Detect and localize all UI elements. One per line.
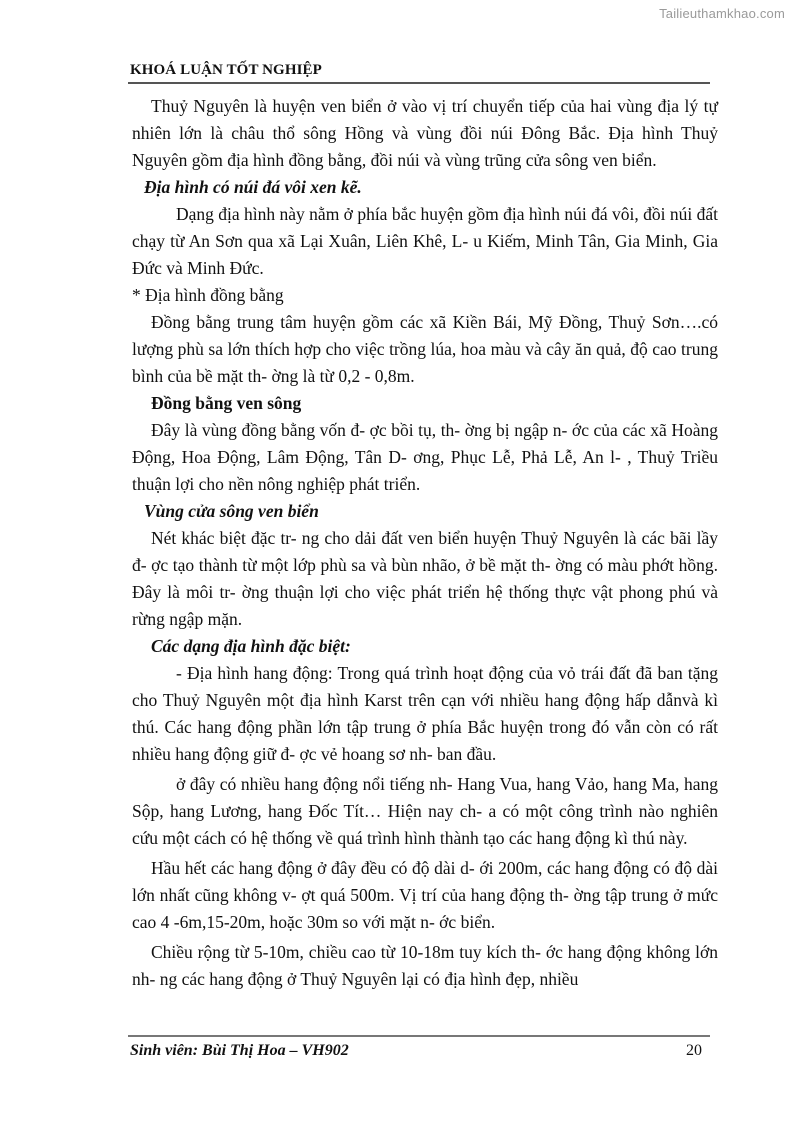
paragraph-riverside: Đây là vùng đồng bằng vốn đ- ợc bồi tụ, th- ờng bị ngập n- ớc của các xã Hoàng Động, Hoa Động, Lâm Động, Tân D- ơng, Phục Lễ, Phả Lễ, An l- , Thuỷ Triều thuận lợi cho nền nông nghiệp phát triển. [132, 420, 718, 494]
paragraph-limestone: Dạng địa hình này nằm ở phía bắc huyện gồm địa hình núi đá vôi, đồi núi đất chạy từ An Sơn qua xã Lại Xuân, Liên Khê, L- u Kiếm, Minh Tân, Gia Minh, Gia Đức và Minh Đức. [132, 204, 718, 278]
paragraph-estuary: Nét khác biệt đặc tr- ng cho dải đất ven biển huyện Thuỷ Nguyên là các bãi lầy đ- ợc tạo thành từ một lớp phù sa và bùn nhão, ở bề mặt th- ờng có màu phớt hồng. Đây là môi tr- ờng thuận lợi cho việc phát triển hệ thống thực vật phong phú và rừng ngập mặn. [132, 528, 718, 629]
heading-limestone-terrain: Địa hình có núi đá vôi xen kẽ. [144, 177, 362, 197]
heading-estuary: Vùng cửa sông ven biển [144, 501, 319, 521]
paragraph-caves: - Địa hình hang động: Trong quá trình hoạt động của vỏ trái đất đã ban tặng cho Thuỷ Nguyên một địa hình Karst trên cạn với nhiều hang động hấp dẫnvà kì thú. Các hang động phần lớn tập trung ở phía Bắc huyện trong đó vẫn còn có rất nhiều hang động giữ đ- ợc vẻ hoang sơ nh- ban đầu. [132, 663, 718, 764]
footer-divider [128, 1035, 710, 1037]
paragraph-cave-size: Chiều rộng từ 5-10m, chiều cao từ 10-18m tuy kích th- ớc hang động không lớn nh- ng các hang động ở Thuỷ Nguyên lại có địa hình đẹp, nhiều [132, 942, 718, 989]
paragraph-intro: Thuỷ Nguyên là huyện ven biển ở vào vị trí chuyển tiếp của hai vùng địa lý tự nhiên lớn là châu thổ sông Hồng và vùng đồi núi Đông Bắc. Địa hình Thuỷ Nguyên gồm địa hình đồng bằng, đồi núi và vùng trũng cửa sông ven biển. [132, 96, 718, 170]
heading-riverside-plains: Đồng bằng ven sông [151, 393, 302, 413]
page-number: 20 [686, 1042, 702, 1059]
footer-student: Sinh viên: Bùi Thị Hoa – VH902 [130, 1042, 349, 1059]
watermark: Tailieuthamkhao.com [659, 6, 785, 21]
paragraph-cave-length: Hầu hết các hang động ở đây đều có độ dài d- ới 200m, các hang động có độ dài lớn nhất cũng không v- ợt quá 500m. Vị trí của hang động th- ờng tập trung ở mức cao 4 -6m,15-20m, hoặc 30m so với mặt n- ớc biển. [132, 858, 718, 932]
page-header-title: KHOÁ LUẬN TỐT NGHIỆP [130, 62, 322, 78]
heading-plains: * Địa hình đồng bằng [132, 285, 284, 305]
document-body [132, 93, 718, 993]
heading-special-terrain: Các dạng địa hình đặc biệt: [151, 636, 351, 656]
header-divider [128, 82, 710, 84]
paragraph-plains: Đồng bằng trung tâm huyện gồm các xã Kiền Bái, Mỹ Đồng, Thuỷ Sơn….có lượng phù sa lớn thích hợp cho việc trồng lúa, hoa màu và cây ăn quả, độ cao trung bình của bề mặt th- ờng là từ 0,2 - 0,8m. [132, 312, 718, 386]
paragraph-famous-caves: ở đây có nhiều hang động nổi tiếng nh- Hang Vua, hang Vảo, hang Ma, hang Sộp, hang Lương, hang Đốc Tít… Hiện nay ch- a có một công trình nào nghiên cứu một cách có hệ thống về quá trình hình thành tạo các hang động kì thú này. [132, 774, 718, 848]
